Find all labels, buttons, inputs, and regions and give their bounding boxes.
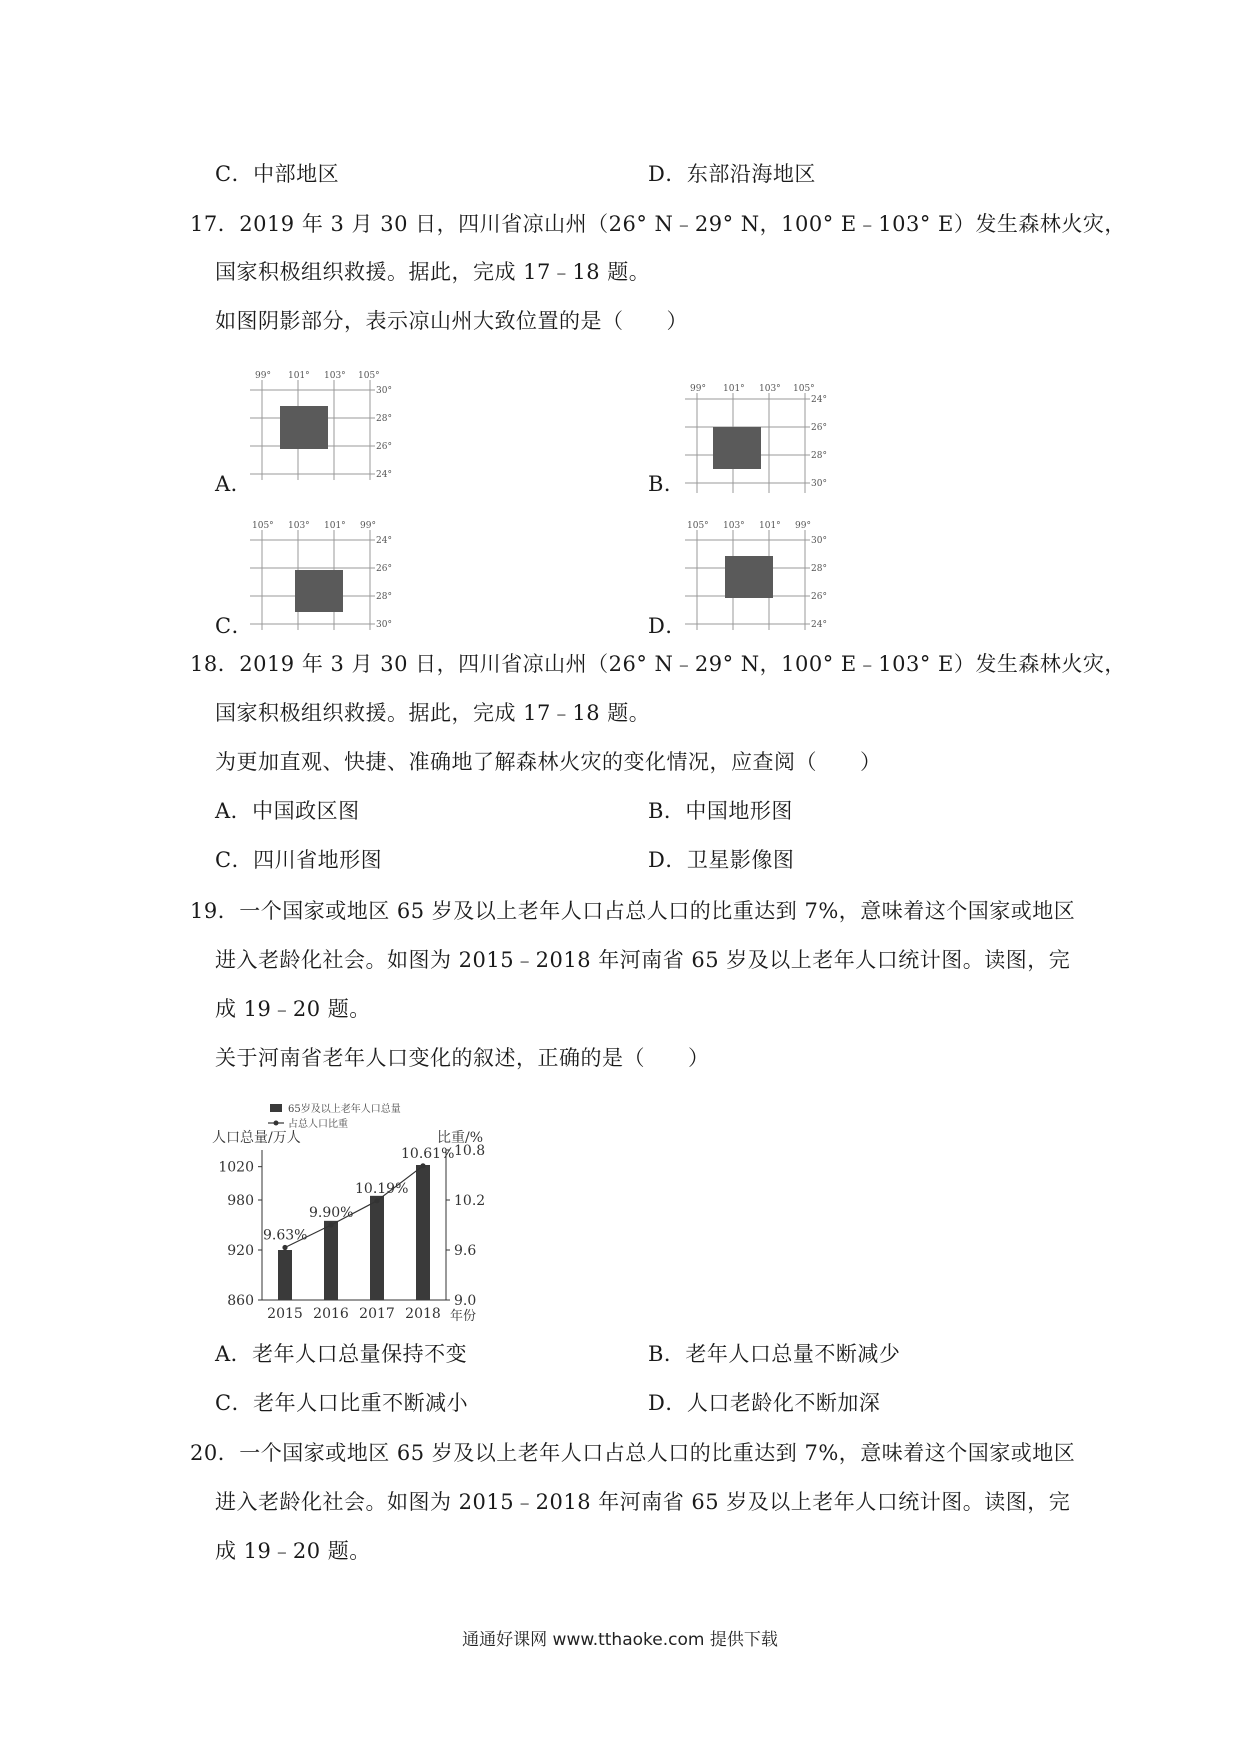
y-left-title: 人口总量/万人 bbox=[212, 1130, 301, 1146]
page-footer: 通通好课网 www.tthaoke.com 提供下载 bbox=[462, 1630, 778, 1650]
y-right-tick-label: 10.8 bbox=[454, 1143, 486, 1159]
ratio-point bbox=[420, 1163, 425, 1168]
q16-option-d: D．东部沿海地区 bbox=[648, 162, 816, 186]
q19-line2: 进入老龄化社会。如图为 2015﹣2018 年河南省 65 岁及以上老年人口统计图。读图，完 bbox=[215, 948, 1071, 972]
map-a-right-label: 28° bbox=[376, 414, 392, 424]
q20-line2: 进入老龄化社会。如图为 2015﹣2018 年河南省 65 岁及以上老年人口统计图。读图，完 bbox=[215, 1490, 1071, 1514]
map-c bbox=[250, 520, 400, 630]
q19-option-a: A．老年人口总量保持不变 bbox=[215, 1342, 468, 1366]
map-b-top-label: 99° bbox=[690, 384, 706, 394]
map-b-top-label: 103° bbox=[759, 384, 781, 394]
legend-line-label: 占总人口比重 bbox=[288, 1119, 348, 1130]
map-b-right-label: 28° bbox=[811, 451, 827, 461]
q19-line3: 成 19﹣20 题。 bbox=[215, 997, 371, 1021]
q19-option-c: C．老年人口比重不断减小 bbox=[215, 1391, 469, 1415]
map-a-right-label: 24° bbox=[376, 470, 392, 480]
map-b-right-label: 26° bbox=[811, 423, 827, 433]
y-right-tick-label: 9.0 bbox=[454, 1293, 477, 1309]
map-d-right-label: 24° bbox=[811, 620, 827, 630]
q17-label-c: C． bbox=[215, 614, 254, 638]
map-a-top-label: 99° bbox=[255, 371, 271, 381]
y-left-tick-label: 920 bbox=[227, 1243, 254, 1259]
q19-stem: 关于河南省老年人口变化的叙述，正确的是（ ） bbox=[215, 1046, 710, 1070]
map-d bbox=[685, 520, 835, 630]
q18-option-c: C．四川省地形图 bbox=[215, 848, 383, 872]
map-c-top-label: 105° bbox=[252, 521, 274, 531]
map-a-top-label: 105° bbox=[358, 371, 380, 381]
bar bbox=[324, 1221, 338, 1300]
map-a-top-label: 103° bbox=[324, 371, 346, 381]
legend-line-marker bbox=[274, 1121, 279, 1126]
q20-line3: 成 19﹣20 题。 bbox=[215, 1539, 371, 1563]
q19-option-d: D．人口老龄化不断加深 bbox=[648, 1391, 881, 1415]
q18-line2: 国家积极组织救援。据此，完成 17﹣18 题。 bbox=[215, 701, 651, 725]
map-b-top-label: 105° bbox=[793, 384, 815, 394]
bar bbox=[278, 1250, 292, 1300]
map-d-top-label: 101° bbox=[759, 521, 781, 531]
x-tick-label: 2015 bbox=[267, 1306, 303, 1322]
bar bbox=[370, 1196, 384, 1300]
x-tick-label: 2017 bbox=[359, 1306, 395, 1322]
ratio-data-label: 10.61% bbox=[401, 1145, 455, 1162]
ratio-data-label: 9.90% bbox=[309, 1205, 354, 1221]
q18-stem: 为更加直观、快捷、准确地了解森林火灾的变化情况，应查阅（ ） bbox=[215, 750, 882, 774]
population-chart bbox=[212, 1092, 502, 1326]
map-d-top-label: 105° bbox=[687, 521, 709, 531]
map-a-top-label: 101° bbox=[288, 371, 310, 381]
ratio-point bbox=[328, 1222, 333, 1227]
map-a-right-label: 30° bbox=[376, 386, 392, 396]
bar bbox=[416, 1165, 430, 1300]
x-tick-label: 2016 bbox=[313, 1306, 349, 1322]
legend-bar-swatch bbox=[270, 1104, 282, 1112]
map-d-top-label: 99° bbox=[795, 521, 811, 531]
map-c-right-label: 24° bbox=[376, 536, 392, 546]
q18-line1: 18．2019 年 3 月 30 日，四川省凉山州（26° N﹣29° N，100° E﹣103° E）发生森林火灾， bbox=[190, 652, 1126, 676]
map-d-top-label: 103° bbox=[723, 521, 745, 531]
map-d-right-label: 26° bbox=[811, 592, 827, 602]
map-c-top-label: 103° bbox=[288, 521, 310, 531]
q20-line1: 20．一个国家或地区 65 岁及以上老年人口占总人口的比重达到 7%，意味着这个国家或地区 bbox=[190, 1441, 1076, 1465]
ratio-data-label: 9.63% bbox=[263, 1227, 308, 1244]
map-b-top-label: 101° bbox=[723, 384, 745, 394]
map-d-right-label: 30° bbox=[811, 536, 827, 546]
y-left-tick-label: 860 bbox=[227, 1293, 254, 1309]
map-d-right-label: 28° bbox=[811, 564, 827, 574]
q16-option-c: C．中部地区 bbox=[215, 162, 340, 186]
map-b bbox=[685, 383, 835, 493]
q18-option-a: A．中国政区图 bbox=[215, 799, 360, 823]
x-tick-label: 2018 bbox=[405, 1306, 441, 1322]
q18-option-d: D．卫星影像图 bbox=[648, 848, 795, 872]
y-right-tick-label: 9.6 bbox=[454, 1243, 477, 1259]
ratio-point bbox=[374, 1198, 379, 1203]
q17-stem: 如图阴影部分，表示凉山州大致位置的是（ ） bbox=[215, 309, 688, 333]
y-left-tick-label: 1020 bbox=[218, 1159, 254, 1176]
map-c-top-label: 101° bbox=[324, 521, 346, 531]
map-c-right-label: 30° bbox=[376, 620, 392, 630]
y-right-title: 比重/% bbox=[437, 1130, 484, 1146]
map-a-right-label: 26° bbox=[376, 442, 392, 452]
map-c-top-label: 99° bbox=[360, 521, 376, 531]
x-axis-title: 年份 bbox=[450, 1309, 477, 1322]
map-b-right-label: 24° bbox=[811, 395, 827, 405]
q17-line1: 17．2019 年 3 月 30 日，四川省凉山州（26° N﹣29° N，100° E﹣103° E）发生森林火灾， bbox=[190, 212, 1126, 236]
q19-line1: 19．一个国家或地区 65 岁及以上老年人口占总人口的比重达到 7%，意味着这个国家或地区 bbox=[190, 899, 1076, 923]
legend-bar-label: 65岁及以上老年人口总量 bbox=[288, 1104, 401, 1115]
ratio-point bbox=[282, 1245, 287, 1250]
q17-line2: 国家积极组织救援。据此，完成 17﹣18 题。 bbox=[215, 260, 651, 284]
map-a bbox=[250, 370, 400, 480]
q17-label-a: A． bbox=[215, 472, 253, 496]
ratio-data-label: 10.19% bbox=[355, 1180, 409, 1197]
q17-label-b: B． bbox=[648, 472, 686, 496]
y-left-tick-label: 980 bbox=[227, 1193, 254, 1209]
q19-option-b: B．老年人口总量不断减少 bbox=[648, 1342, 901, 1366]
q17-label-d: D． bbox=[648, 614, 687, 638]
map-c-right-label: 28° bbox=[376, 592, 392, 602]
map-c-right-label: 26° bbox=[376, 564, 392, 574]
y-right-tick-label: 10.2 bbox=[454, 1193, 486, 1209]
map-b-right-label: 30° bbox=[811, 479, 827, 489]
q18-option-b: B．中国地形图 bbox=[648, 799, 793, 823]
